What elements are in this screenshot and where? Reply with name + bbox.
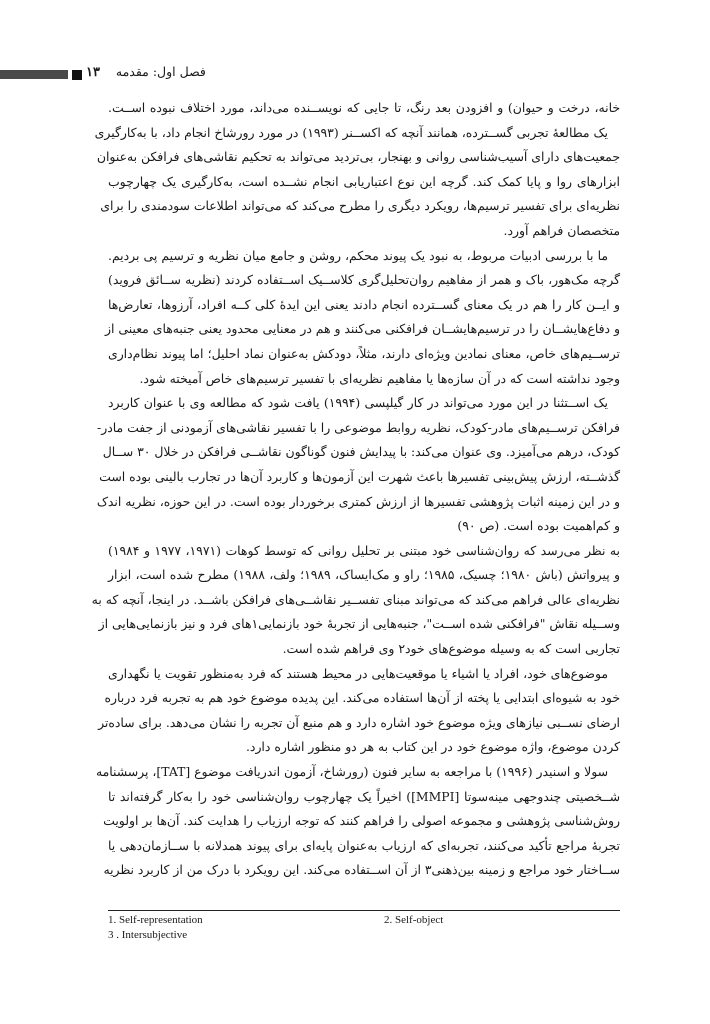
text-line: فرافکن ترســیم‌های مادر-کودک، نظریه روابط موضوعی را با تفسیر نقاشی‌های آزمودنی از جفت مادر- [97, 419, 620, 435]
text-line: وســیله نقاش "فرافکنی شده اســت"، جنبه‌هایی از تجربهٔ خود بازنمایی‌۱های فرد و نیز بازنمایی‌هایی از [98, 616, 620, 632]
text-line: و پیرواتش (باش ۱۹۸۰؛ چسیک، ۱۹۸۵؛ راو و مک‌ایساک، ۱۹۸۹؛ ولف، ۱۹۸۸) مطرح شده است، ابزار [108, 567, 621, 583]
text-line: متخصصان فراهم آورد. [503, 222, 620, 238]
body-text [91, 96, 621, 883]
text-line: وجود نداشته است که در آن سازه‌ها یا مفاهیم نظریه‌ای با تفسیر ترسیم‌های خاص آمیخته شود. [139, 370, 620, 386]
text-line: ارضای نســبی نیازهای ویژه موضوع خود اشاره دارد و هم منبع آن تجربه را نشان می‌دهد. برای ساده‌تر [98, 714, 620, 730]
text-line: کردن موضوع، واژه موضوع خود در این کتاب به هر دو منظور اشاره دارد. [245, 739, 620, 755]
text-line: و در این زمینه اثبات پژوهشی تفسیرها از ارزش کمتری برخوردار بوده است. در این حوزه، نظریه اندک [96, 493, 620, 509]
text-line: و کم‌اهمیت بوده است. (ص ۹۰) [457, 518, 620, 534]
text-line: به نظر می‌رسد که روان‌شناسی خود مبتنی بر تحلیل روانی که توسط کوهات (۱۹۷۱، ۱۹۷۷ و ۱۹۸۴) [108, 542, 620, 558]
running-header [86, 64, 206, 80]
text-line: و ایــن کار را هم در یک معنای گســترده انجام دادند یعنی این ایدهٔ کلی کــه افراد، آرزوها، تعارض‌ها [108, 296, 620, 312]
text-line: ابزارهای روا و پایا کمک کند. گرچه این نوع اعتباریابی انجام نشــده است، به‌کارگیری یک چهارچوب [108, 173, 620, 189]
footnote-3: 3 . Intersubjective [108, 929, 188, 941]
text-line: خانه، درخت و حیوان) و افزودن بعد رنگ، تا جایی که نویســنده می‌داند، مورد اختلاف نبوده اســت. [108, 100, 620, 115]
text-line: سولا و اسنیدر (۱۹۹۶) با مراجعه به سایر فنون (رورشاخ، آزمون اندریافت موضوع [TAT]، پرسشنامه [95, 764, 608, 780]
text-line: خود به شیوه‌ای ابتدایی یا پخته از آن‌ها استفاده می‌کند. این پدیده موضوع خود هم به تجربه فرد درباره [104, 690, 620, 706]
text-line: شــخصیتی چندوجهی مینه‌سوتا [MMPI]) اخیراً یک چهارچوب روان‌شناسی خود را به‌کار گرفته‌اند تا [108, 788, 620, 804]
text-line: یک اســتثنا در این مورد می‌تواند در کار گیلپسی (۱۹۹۴) یافت شود که مطالعه وی با عنوان کاربرد [108, 395, 608, 411]
header-decorative-bar [0, 70, 68, 79]
text-line: تجربهٔ مراجع تأکید می‌کنند، تجربه‌ای که ارزیاب به‌عنوان پایه‌ای برای پیوند همدلانه با ســازمان‌دهی یا [108, 837, 620, 853]
text-line: نظریه‌ای عالی فراهم می‌کند که می‌تواند مبنای تفســیر نقاشــی‌های فرافکن باشــد. در اینجا، آنچه که به [91, 591, 620, 607]
page-number: ۱۳ [86, 65, 100, 80]
text-line: کودک، درهم می‌آمیزد. وی عنوان می‌کند: با پیدایش فنون گوناگون نقاشــی فرافکن در خلال ۳۰ ســال [102, 444, 620, 460]
text-line: ترســیم‌های خاص، معنای نمادین ویژه‌ای دارند، مثلاً، دودکش به‌عنوان نماد احلیل؛ اما پیوند نظام‌داری [108, 345, 620, 361]
text-line: جمعیت‌های دارای آسیب‌شناسی روانی و بهنجار، بی‌تردید می‌تواند به تحکیم نقاشی‌های فرافکن به‌عنوان [96, 149, 620, 165]
chapter-title: فصل اول: مقدمه [115, 64, 206, 79]
text-line: تجاربی است که به وسیله موضوع‌های خود۲ وی فراهم شده است. [282, 641, 620, 657]
footnotes [108, 913, 620, 943]
text-line: نظریه‌ای برای تفسیر ترسیم‌ها، رویکرد دیگری را مطرح می‌کند که می‌تواند اطلاعات سودمندی را برای [100, 198, 620, 214]
footnote-1: 1. Self-representation [108, 914, 203, 926]
text-line: گذشــته، ارزش پیش‌بینی تفسیرها باعث شهرت این آزمون‌ها و کاربرد آن‌ها در تجارب بالینی بوده است [99, 468, 620, 484]
text-line: ما با بررسی ادبیات مربوط، به نبود یک پیوند محکم، روشن و جامع میان نظریه و ترسیم پی بردیم. [108, 247, 608, 263]
footnote-divider [108, 910, 620, 911]
text-line: و دفاع‌هایشــان را در ترسیم‌هایشــان فرافکنی می‌کنند و هم در معنایی محدود یعنی جنبه‌های معینی از [105, 321, 620, 337]
text-line: روش‌شناسی پژوهشی و مجموعه اصولی را فراهم کنند که توجه ارزیاب را هدایت کند. آن‌ها بر اولویت [103, 813, 620, 829]
text-line: یک مطالعهٔ تجربی گســترده، همانند آنچه که اکســنر (۱۹۹۳) در مورد رورشاخ انجام داد، با به‌کارگیری [94, 124, 608, 140]
footnote-2: 2. Self-object [384, 914, 444, 926]
text-line: ســاختار خود مراجع و زمینه بین‌ذهنی۳ از آن اســتفاده می‌کند. این رویکرد با درک من از کاربرد نظریه [103, 862, 620, 878]
header-square-marker [72, 70, 82, 80]
text-line: گرچه مک‌هور، باک و همر از مفاهیم روان‌تحلیل‌گری کلاســیک اســتفاده کردند (نظریه ســائق فروید) [108, 272, 620, 288]
text-line: موضوع‌های خود، افراد یا اشیاء یا موقعیت‌هایی در محیط هستند که فرد به‌منظور تقویت یا نگهداری [108, 665, 608, 681]
